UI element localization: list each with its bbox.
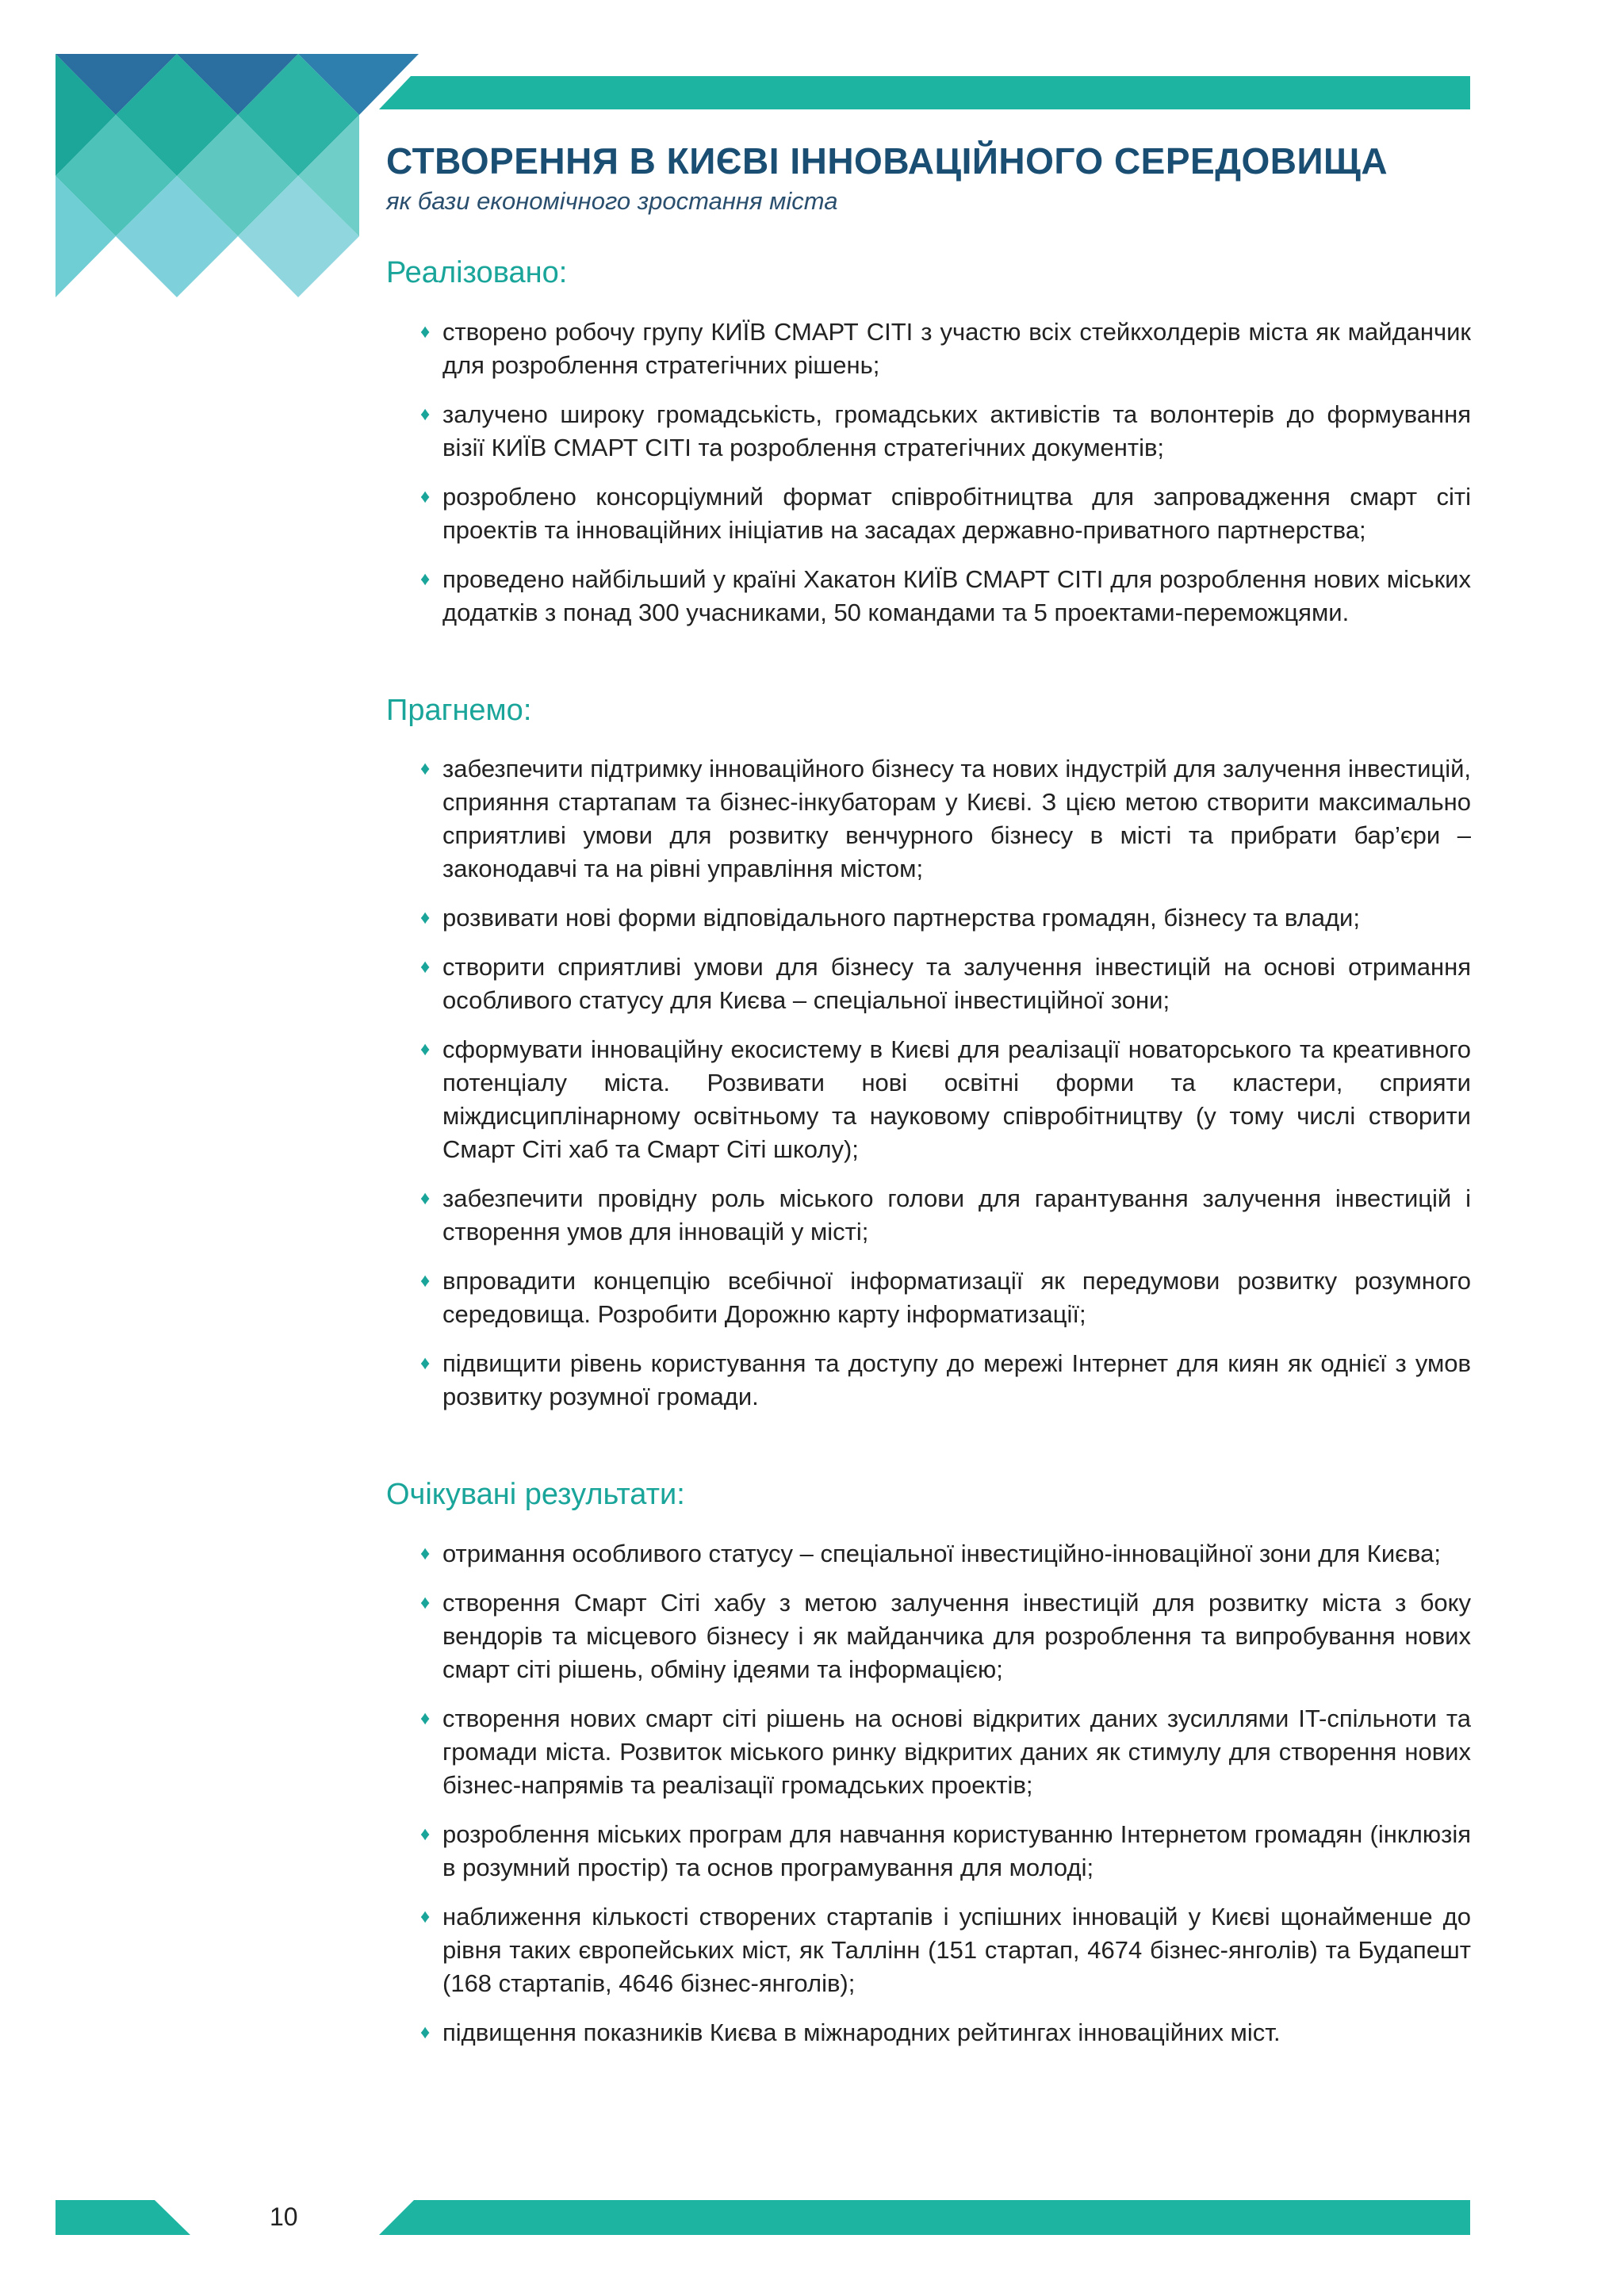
list-item-text: розроблення міських програм для навчання користуванню Інтернетом громадян (інклюзія в розумний простір) та основ програмування для молоді; bbox=[442, 1820, 1471, 1881]
diamond-bullet-icon: ♦ bbox=[420, 1542, 431, 1564]
section-heading: Очікувані результати: bbox=[386, 1478, 685, 1512]
diamond-bullet-icon: ♦ bbox=[420, 403, 431, 425]
list-item-text: підвищення показників Києва в міжнародних рейтингах інноваційних міст. bbox=[442, 2018, 1281, 2046]
diamond-bullet-icon: ♦ bbox=[420, 1707, 431, 1729]
list-item bbox=[420, 752, 1471, 886]
list-item-text: розвивати нові форми відповідального партнерства громадян, бізнесу та влади; bbox=[442, 904, 1360, 932]
list-item-text: підвищити рівень користування та доступу до мережі Інтернет для киян як однієї з умов розвитку розумної громади. bbox=[442, 1349, 1471, 1411]
header-accent-bar bbox=[379, 76, 1470, 109]
diamond-bullet-icon: ♦ bbox=[420, 907, 431, 929]
list-item bbox=[420, 1586, 1471, 1686]
diamond-bullet-icon: ♦ bbox=[420, 758, 431, 780]
footer-accent-bar-left bbox=[56, 2200, 190, 2235]
list-item bbox=[420, 2016, 1471, 2049]
page-title: СТВОРЕННЯ В КИЄВІ ІННОВАЦІЙНОГО СЕРЕДОВИЩА bbox=[386, 140, 1388, 182]
list-item bbox=[420, 398, 1471, 465]
diamond-bullet-icon: ♦ bbox=[420, 1270, 431, 1292]
main-content bbox=[386, 255, 1471, 2065]
section-heading: Прагнемо: bbox=[386, 693, 532, 727]
list-item bbox=[420, 1818, 1471, 1885]
diamond-bullet-icon: ♦ bbox=[420, 2021, 431, 2043]
diamond-bullet-icon: ♦ bbox=[420, 1591, 431, 1613]
diamond-bullet-icon: ♦ bbox=[420, 956, 431, 978]
footer-accent-bar-right bbox=[379, 2200, 1470, 2235]
diamond-pattern-decoration bbox=[0, 0, 428, 301]
list-item-text: створено робочу групу КИЇВ СМАРТ СІТІ з участю всіх стейкхолдерів міста як майданчик для розроблення стратегічних рішень; bbox=[442, 317, 1471, 379]
list-item bbox=[420, 1033, 1471, 1166]
list-item bbox=[420, 1537, 1471, 1571]
list-item-text: забезпечити провідну роль міського голови для гарантування залучення інвестицій і створення умов для інновацій у місті; bbox=[442, 1184, 1471, 1246]
list-item bbox=[420, 480, 1471, 547]
diamond-bullet-icon: ♦ bbox=[420, 1823, 431, 1845]
list-item bbox=[420, 1182, 1471, 1249]
list-item bbox=[420, 1702, 1471, 1802]
list-item bbox=[420, 1900, 1471, 2000]
section-expected-results bbox=[386, 1477, 1471, 2049]
diamond-bullet-icon: ♦ bbox=[420, 485, 431, 507]
diamond-bullet-icon: ♦ bbox=[420, 1188, 431, 1210]
bullet-list bbox=[386, 1537, 1471, 2049]
section-implemented bbox=[386, 255, 1471, 629]
list-item bbox=[420, 901, 1471, 935]
list-item-text: впровадити концепцію всебічної інформатизації як передумови розвитку розумного середовища. Розробити Дорожню карту інформатизації; bbox=[442, 1267, 1471, 1329]
page-header bbox=[386, 141, 1496, 216]
section-heading: Реалізовано: bbox=[386, 256, 568, 289]
list-item-text: отримання особливого статусу – спеціальної інвестиційно-інноваційної зони для Києва; bbox=[442, 1539, 1441, 1567]
list-item-text: проведено найбільший у країні Хакатон КИЇВ СМАРТ СІТІ для розроблення нових міських додатків з понад 300 учасниками, 50 командами та 5 проектами-переможцями. bbox=[442, 564, 1471, 626]
list-item-text: сформувати інноваційну екосистему в Києві для реалізації новаторського та креативного потенціалу міста. Розвивати нові освітні форми та кластери, сприяти міждисциплінарному освітньому та науковому співробітництву (у тому числі створити Смарт Сіті хаб та Смарт Сіті школу); bbox=[442, 1035, 1471, 1164]
list-item bbox=[420, 1265, 1471, 1331]
diamond-bullet-icon: ♦ bbox=[420, 1353, 431, 1375]
page-number: 10 bbox=[270, 2202, 298, 2231]
list-item-text: створити сприятливі умови для бізнесу та залучення інвестицій на основі отримання особливого статусу для Києва – спеціальної інвестиційної зони; bbox=[442, 953, 1471, 1015]
list-item-text: наближення кількості створених стартапів і успішних інновацій у Києві щонайменше до рівня таких європейських міст, як Таллінн (151 стартап, 4674 бізнес-янголів) та Будапешт (168 стартапів, 4646 бізнес-янголів); bbox=[442, 1902, 1471, 1997]
list-item bbox=[420, 316, 1471, 382]
diamond-bullet-icon: ♦ bbox=[420, 568, 431, 590]
diamond-bullet-icon: ♦ bbox=[420, 1905, 431, 1927]
list-item-text: розроблено консорціумний формат співробітництва для запровадження смарт сіті проектів та інноваційних ініціатив на засадах державно-приватного партнерства; bbox=[442, 482, 1471, 544]
bullet-list bbox=[386, 752, 1471, 1414]
page-subtitle: як бази економічного зростання міста bbox=[386, 186, 838, 215]
list-item bbox=[420, 563, 1471, 629]
list-item bbox=[420, 1347, 1471, 1414]
list-item-text: залучено широку громадськість, громадських активістів та волонтерів до формування візії КИЇВ СМАРТ СІТІ та розроблення стратегічних документів; bbox=[442, 400, 1471, 461]
list-item bbox=[420, 951, 1471, 1017]
diamond-bullet-icon: ♦ bbox=[420, 320, 431, 342]
section-aspirations bbox=[386, 693, 1471, 1414]
diamond-bullet-icon: ♦ bbox=[420, 1039, 431, 1061]
list-item-text: забезпечити підтримку інноваційного бізнесу та нових індустрій для залучення інвестицій, сприяння стартапам та бізнес-інкубаторам у Києві. З цією метою створити максимально сприятливі умови для розвитку венчурного бізнесу в місті та прибрати бар’єри – законодавчі та на рівні управління містом; bbox=[442, 755, 1472, 883]
bullet-list bbox=[386, 316, 1471, 629]
list-item-text: створення Смарт Сіті хабу з метою залучення інвестицій для розвитку міста з боку вендорів та місцевого бізнесу і як майданчика для розроблення та випробування нових смарт сіті рішень, обміну ідеями та інформацією; bbox=[442, 1588, 1471, 1683]
list-item-text: створення нових смарт сіті рішень на основі відкритих даних зусиллями IT-спільноти та громади міста. Розвиток міського ринку відкритих даних як стимулу для створення нових бізнес-напрямів та реалізації громадських проектів; bbox=[442, 1704, 1471, 1799]
